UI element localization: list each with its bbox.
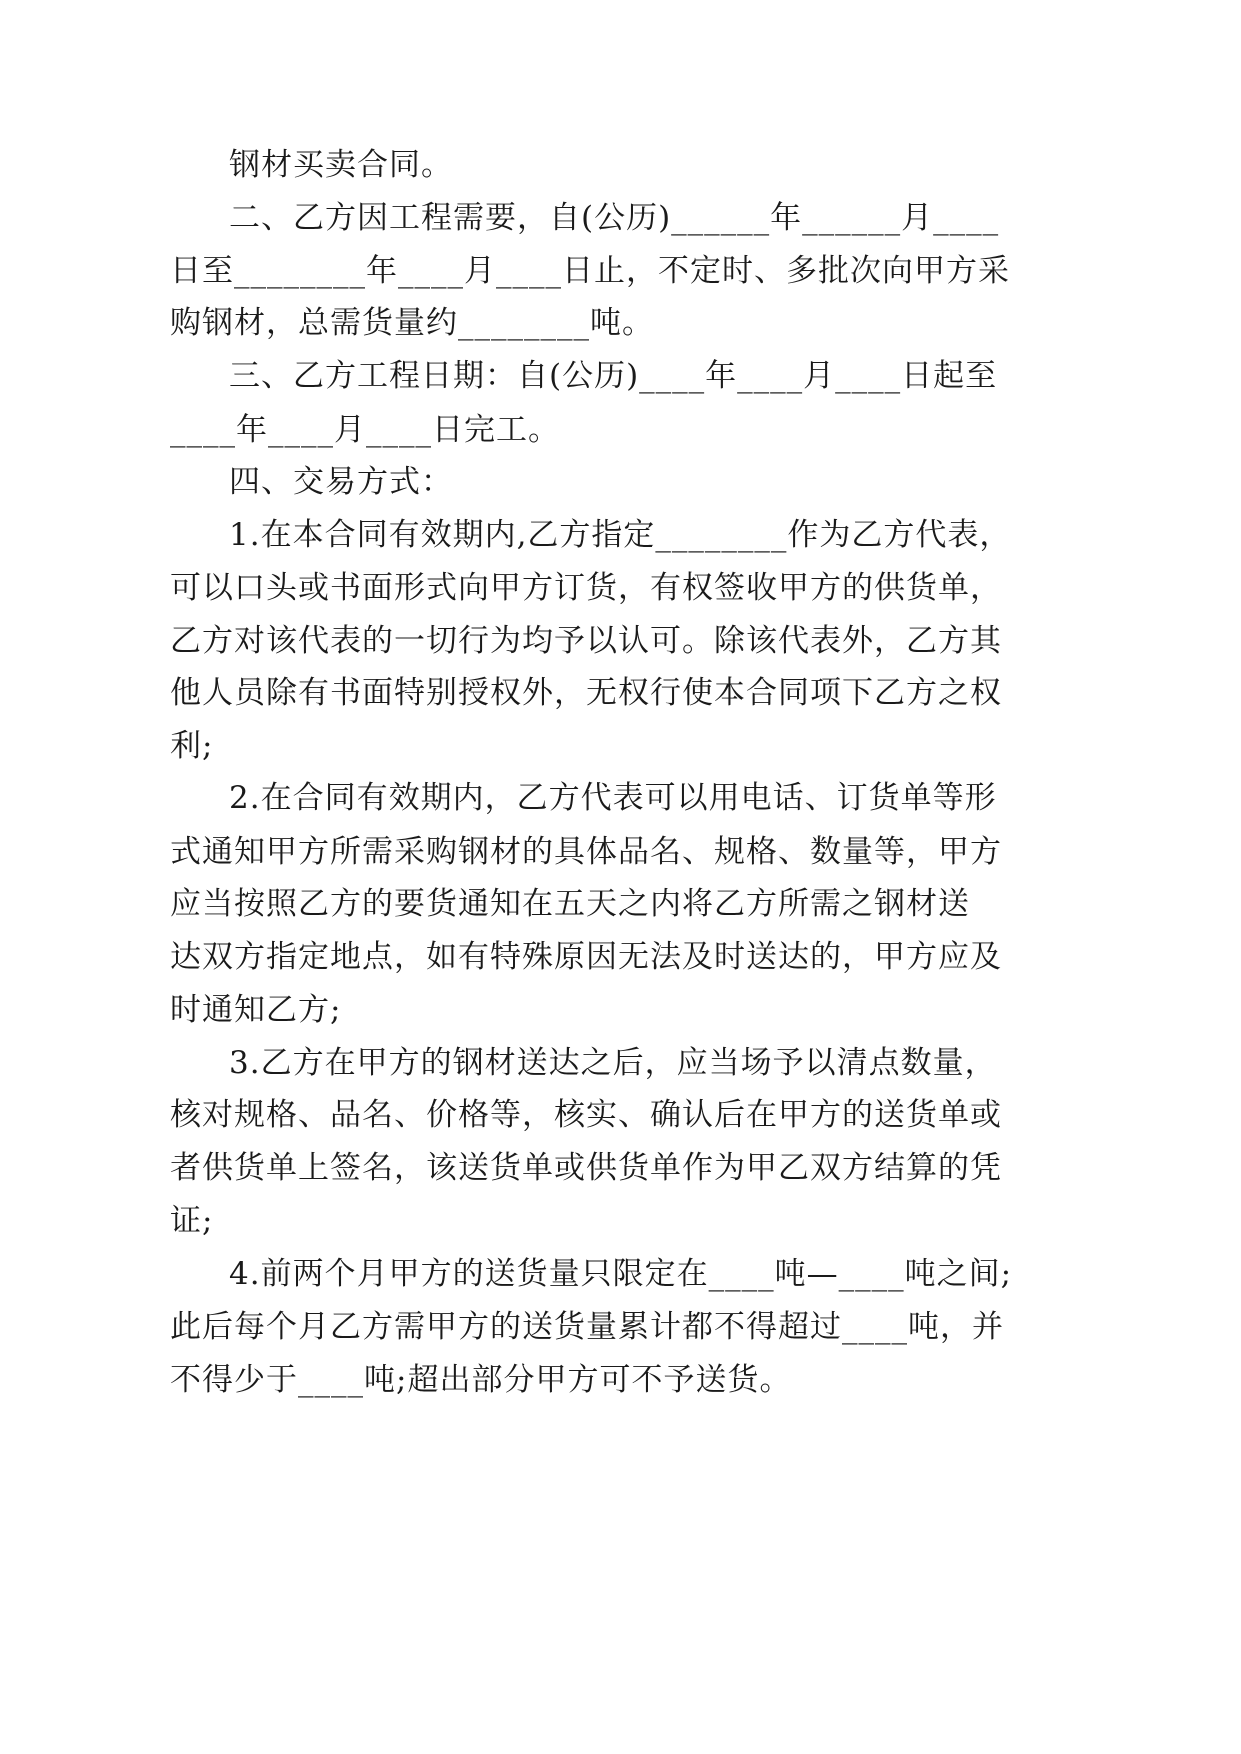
text-line: 4.前两个月甲方的送货量只限定在____吨—____吨之间; <box>229 1256 1013 1292</box>
text-line: 购钢材，总需货量约________吨。 <box>170 305 654 341</box>
text-line: 者供货单上签名，该送货单或供货单作为甲乙双方结算的凭 <box>170 1150 1002 1186</box>
text-line: 达双方指定地点，如有特殊原因无法及时送达的，甲方应及 <box>170 939 1002 975</box>
text-line: 1.在本合同有效期内,乙方指定________作为乙方代表， <box>229 517 1012 553</box>
text-line: 应当按照乙方的要货通知在五天之内将乙方所需之钢材送 <box>170 886 970 922</box>
text-line: 此后每个月乙方需甲方的送货量累计都不得超过____吨，并 <box>170 1309 1004 1345</box>
text-line: 核对规格、品名、价格等，核实、确认后在甲方的送货单或 <box>170 1097 1002 1133</box>
text-line: 日至________年____月____日止，不定时、多批次向甲方采 <box>170 253 1010 289</box>
text-line: 可以口头或书面形式向甲方订货，有权签收甲方的供货单， <box>170 570 1002 606</box>
text-line: 二、乙方因工程需要，自(公历)______年______月____ <box>229 200 1000 236</box>
text-line: 3.乙方在甲方的钢材送达之后，应当场予以清点数量， <box>229 1045 997 1081</box>
text-line: 三、乙方工程日期：自(公历)____年____月____日起至 <box>229 358 998 394</box>
text-line: 钢材买卖合同。 <box>229 147 453 183</box>
text-line: 2.在合同有效期内，乙方代表可以用电话、订货单等形 <box>229 780 997 816</box>
text-line: 他人员除有书面特别授权外，无权行使本合同项下乙方之权 <box>170 675 1002 711</box>
text-line: 四、交易方式： <box>229 464 453 500</box>
text-line: 式通知甲方所需采购钢材的具体品名、规格、数量等，甲方 <box>170 834 1002 870</box>
text-line: 证; <box>170 1203 214 1239</box>
text-line: 时通知乙方; <box>170 992 342 1028</box>
text-line: 不得少于____吨;超出部分甲方可不予送货。 <box>170 1362 792 1398</box>
text-line: 乙方对该代表的一切行为均予以认可。除该代表外，乙方其 <box>170 623 1002 659</box>
text-line: 利; <box>170 728 214 764</box>
text-line: ____年____月____日完工。 <box>170 412 560 448</box>
